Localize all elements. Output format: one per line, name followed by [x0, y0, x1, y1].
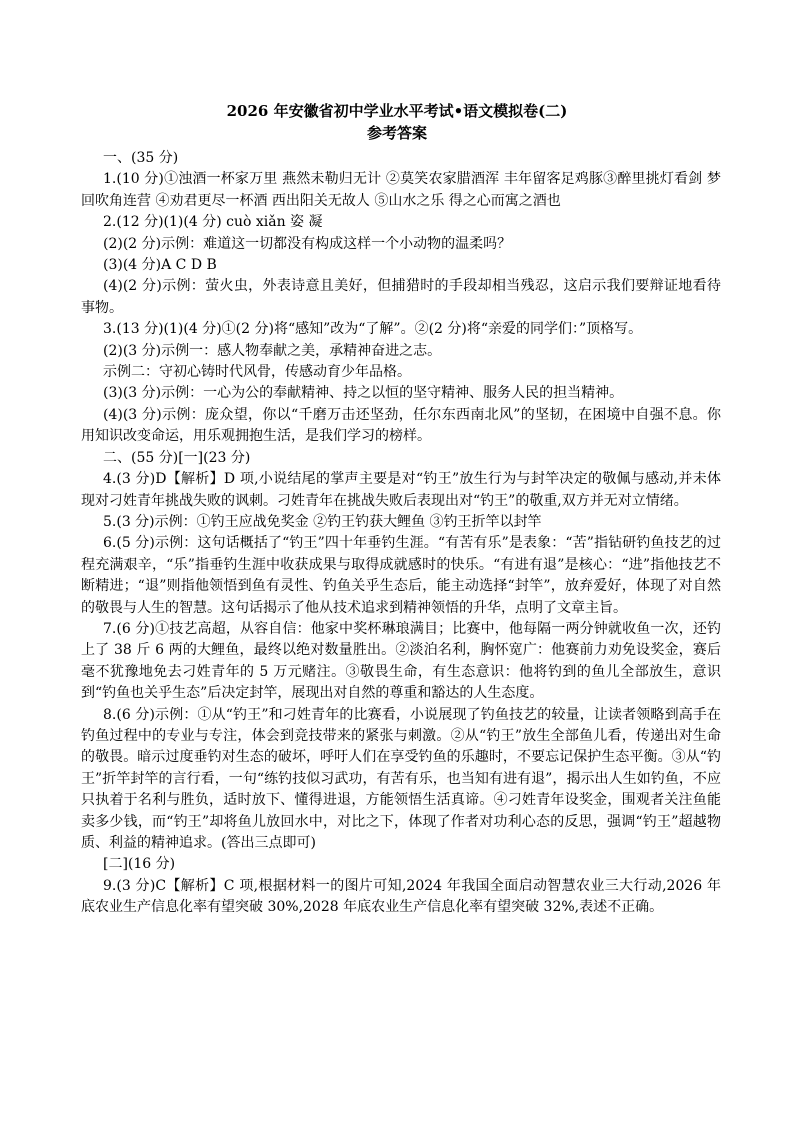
answer-9: 9.(3 分)C【解析】C 项,根据材料一的图片可知,2024 年我国全面启动智慧农业三大行动,2026 年底农业生产信息化率有望突破 30%,2028 年底农业生产信息化率有望突破 32%,表述不正确。: [81, 877, 721, 916]
answer-3-2-example-1: (2)(3 分)示例一：感人物奉献之美，承精神奋进之志。: [103, 342, 442, 359]
answer-5: 5.(3 分)示例：①钓王应战免奖金 ②钓王钓获大鲤鱼 ③钓王折竿以封竿: [103, 513, 542, 530]
answer-3-3: (3)(3 分)示例：一心为公的奉献精神、持之以恒的坚守精神、服务人民的担当精神。: [103, 385, 624, 402]
answer-content: [81, 148, 721, 919]
answer-3-4: (4)(3 分)示例：庞众望，你以“千磨万击还坚劲，任尔东西南北风”的坚韧，在困境中自强不息。你用知识改变命运，用乐观拥抱生活，是我们学习的榜样。: [81, 406, 721, 445]
subsection-heading-2: [二](16 分): [103, 856, 176, 873]
page-subtitle: 参考答案: [366, 124, 427, 142]
section-heading-1: 一、(35 分): [103, 150, 179, 166]
answer-4: 4.(3 分)D【解析】D 项,小说结尾的掌声主要是对“钓王”放生行为与封竿决定的敬佩与感动,并未体现对刁姓青年挑战失败的讽刺。刁姓青年在挑战失败后表现出对“钓王”的敬重,双方并无对立情绪。: [81, 471, 721, 509]
section-heading-2: 二、(55 分)[一](23 分): [103, 449, 251, 466]
answer-2-1: 2.(12 分)(1)(4 分) cuò xiǎn 姿 凝: [103, 214, 323, 231]
answer-8: 8.(6 分)示例：①从“钓王”和刁姓青年的比赛看，小说展现了钓鱼技艺的较量，让读者领略到高手在钓鱼过程中的专业与专注，体会到竞技带来的紧张与刺激。②从“钓王”放生全部鱼儿看，传递出对生命的敬畏。暗示过度垂钓对生态的破坏，呼吁人们在享受钓鱼的乐趣时，不要忘记保护生态平衡。③从“钓王”折竿封竿的言行看，一句“练钓技似习武功，有苦有乐，也当知有进有退”，揭示出人生如钓鱼，不应只执着于名利与胜负，适时放下、懂得进退，方能领悟生活真谛。④刁姓青年设奖金，围观者关注鱼能卖多少钱，而“钓王”却将鱼儿放回水中，对比之下，体现了作者对功利心态的反思，强调“钓王”超越物质、利益的精神追求。(答出三点即可): [81, 706, 721, 851]
answer-1: 1.(10 分)①浊酒一杯家万里 燕然未勒归无计 ②莫笑农家腊酒浑 丰年留客足鸡豚③醉里挑灯看剑 梦回吹角连营 ④劝君更尽一杯酒 西出阳关无故人 ⑤山水之乐 得之心而寓之酒也: [81, 171, 721, 209]
answer-3-2-example-2: 示例二：守初心铸时代风骨，传感动育少年品格。: [103, 364, 411, 381]
answer-3-1: 3.(13 分)(1)(4 分)①(2 分)将“感知”改为“了解”。②(2 分)将“亲爱的同学们：”顶格写。: [103, 321, 643, 338]
answer-2-2: (2)(2 分)示例：难道这一切都没有构成这样一个小动物的温柔吗？: [103, 235, 512, 252]
answer-2-3: (3)(4 分)A C D B: [103, 257, 217, 274]
page-title: 2026 年安徽省初中学业水平考试•语文模拟卷(二): [226, 102, 568, 120]
answer-7: 7.(6 分)①技艺高超，从容自信：他家中奖杯琳琅满目；比赛中，他每隔一两分钟就收鱼一次，还钓上了 38 斤 6 两的大鲤鱼，最终以绝对数量胜出。②淡泊名利，胸怀宽广：他赛前力劝免设奖金，赛后毫不犹豫地免去刁姓青年的 5 万元赌注。③敬畏生命，有生态意识：他将钓到的鱼儿全部放生，意识到“钓鱼也关乎生态”后决定封竿，展现出对自然的尊重和豁达的人生态度。: [81, 620, 721, 702]
answer-6: 6.(5 分)示例：这句话概括了“钓王”四十年垂钓生涯。“有苦有乐”是表象：“苦”指钻研钓鱼技艺的过程充满艰辛，“乐”指垂钓生涯中收获成果与取得成就感时的快乐。“有进有退”是核心：“进”指他技艺不断精进；“退”则指他领悟到鱼有灵性、钓鱼关乎生态后，能主动选择“封竿”，放弃爱好，体现了对自然的敬畏与人生的智慧。这句话揭示了他从技术追求到精神领悟的升华，点明了文章主旨。: [81, 535, 721, 616]
answer-2-4: (4)(2 分)示例：萤火虫，外表诗意且美好，但捕猎时的手段却相当残忍，这启示我们要辩证地看待事物。: [81, 278, 721, 316]
